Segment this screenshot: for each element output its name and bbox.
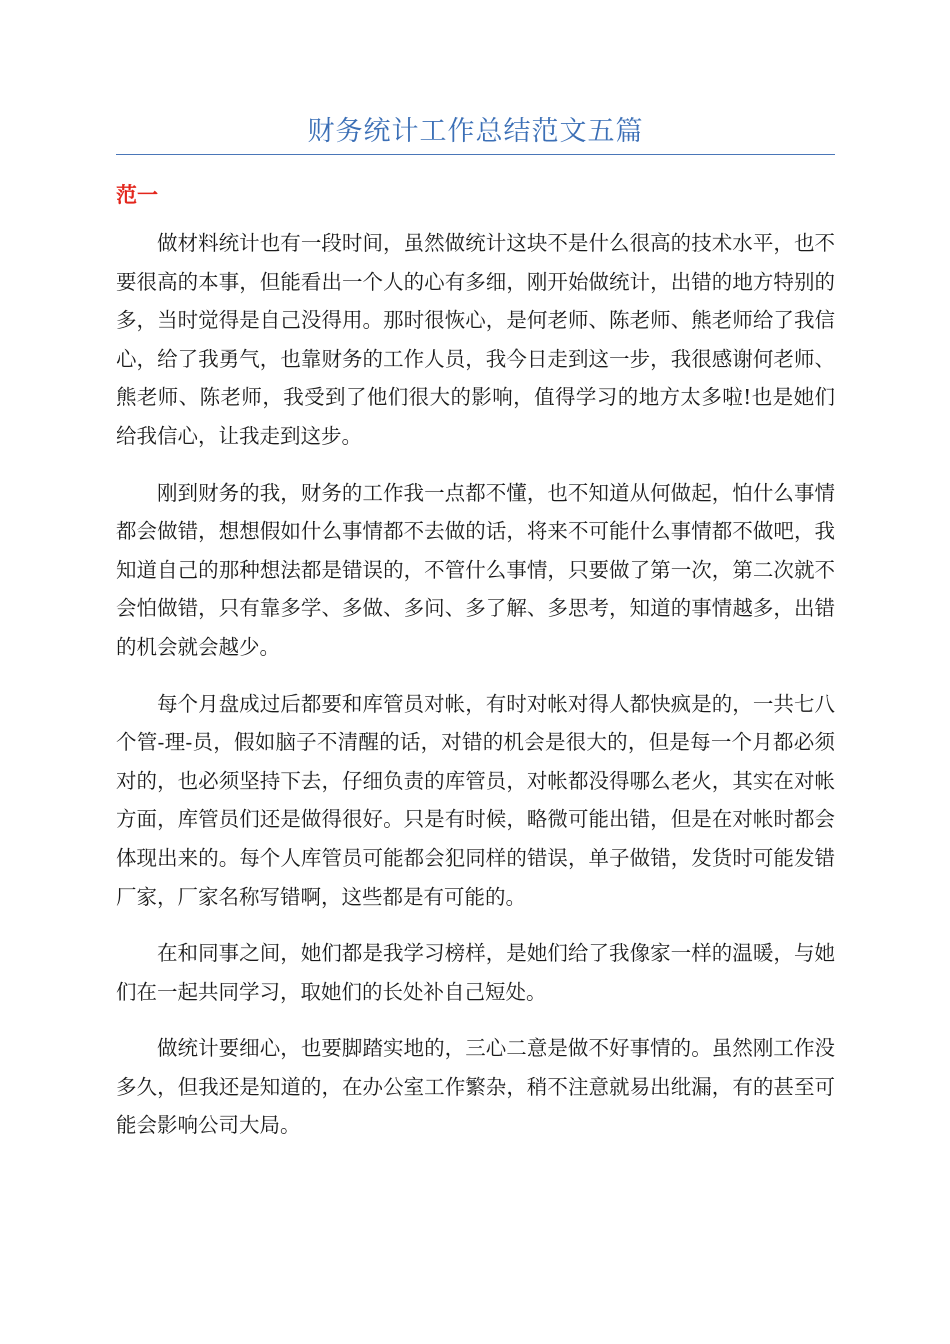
paragraph: 每个月盘成过后都要和库管员对帐，有时对帐对得人都快疯是的，一共七八个管-理-员，假如脑子不清醒的话，对错的机会是很大的，但是每一个月都必须对的，也必须坚持下去，仔细负责的库管员，对帐都没得哪么老火，其实在对帐方面，库管员们还是做得很好。只是有时候，略微可能出错，但是在对帐时都会体现出来的。每个人库管员可能都会犯同样的错误，单子做错，发货时可能发错厂家，厂家名称写错啊，这些都是有可能的。: [116, 691, 835, 909]
paragraph: 刚到财务的我，财务的工作我一点都不懂，也不知道从何做起，怕什么事情都会做错，想想假如什么事情都不去做的话，将来不可能什么事情都不做吧，我知道自己的那种想法都是错误的，不管什么事情，只要做了第一次，第二次就不会怕做错，只有靠多学、多做、多问、多了解、多思考，知道的事情越多，出错的机会就会越少。: [116, 480, 835, 659]
section-heading: 范一: [116, 183, 158, 207]
document-body: [116, 224, 835, 1163]
paragraph: 做材料统计也有一段时间，虽然做统计这块不是什么很高的技术水平，也不要很高的本事，但能看出一个人的心有多细，刚开始做统计，出错的地方特别的多，当时觉得是自己没得用。那时很恢心，是何老师、陈老师、熊老师给了我信心，给了我勇气，也靠财务的工作人员，我今日走到这一步，我很感谢何老师、熊老师、陈老师，我受到了他们很大的影响，值得学习的地方太多啦!也是她们给我信心，让我走到这步。: [116, 231, 835, 448]
paragraph: 在和同事之间，她们都是我学习榜样，是她们给了我像家一样的温暖，与她们在一起共同学习，取她们的长处补自己短处。: [116, 941, 835, 1004]
title-underline: [116, 154, 835, 155]
paragraph: 做统计要细心，也要脚踏实地的，三心二意是做不好事情的。虽然刚工作没多久，但我还是知道的，在办公室工作繁杂，稍不注意就易出纰漏，有的甚至可能会影响公司大局。: [116, 1036, 835, 1138]
document-title: 财务统计工作总结范文五篇: [307, 116, 644, 147]
